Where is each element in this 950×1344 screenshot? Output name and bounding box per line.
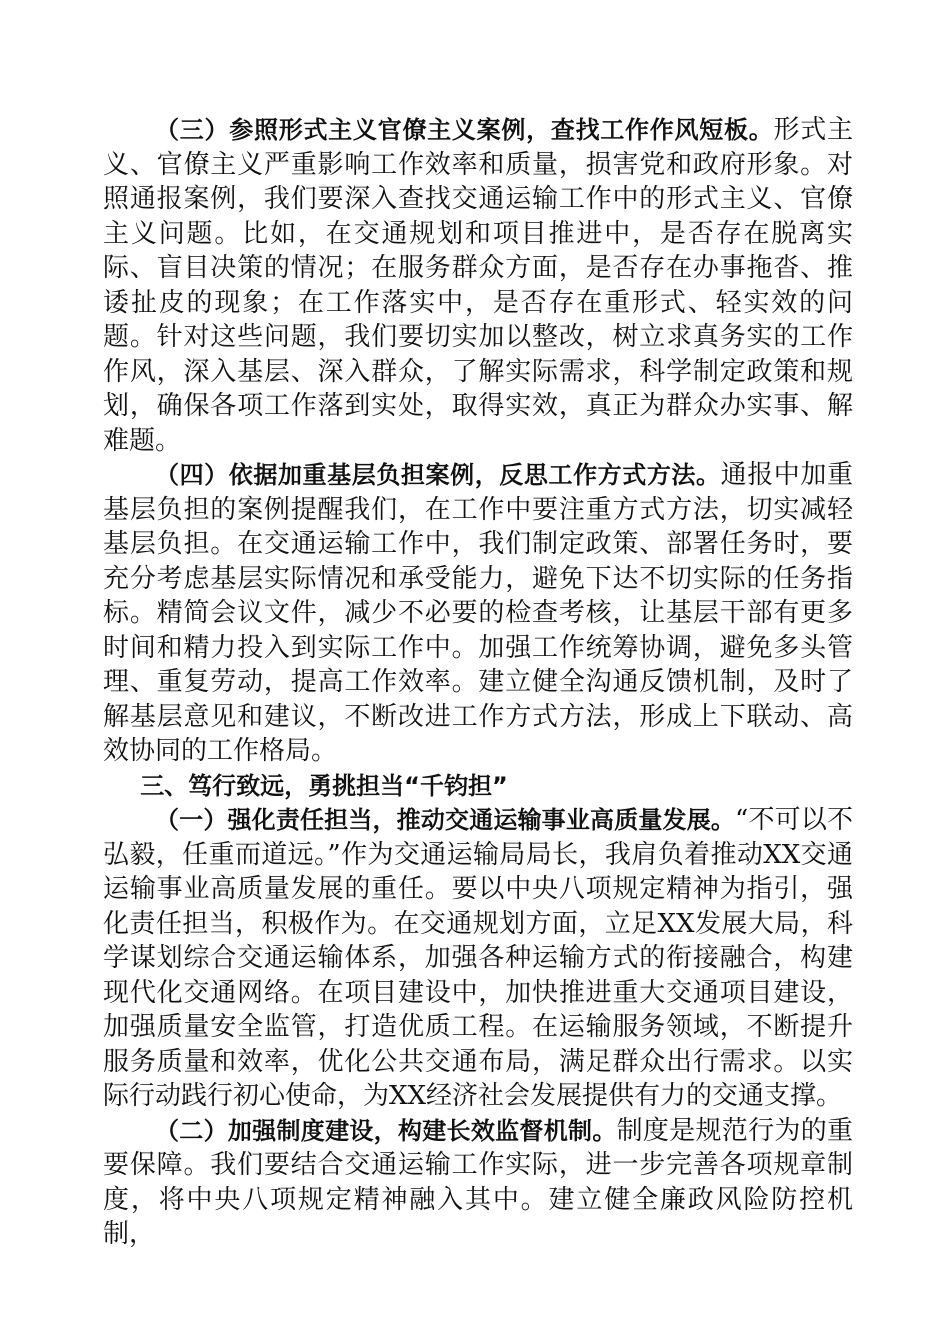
paragraph-lead: （二）加强制度建设，构建长效监督机制。 bbox=[155, 1116, 617, 1145]
section-heading: 三、笃行致远，勇挑担当“千钧担” bbox=[140, 771, 508, 800]
paragraph-lead: （三）参照形式主义官僚主义案例，查找工作作风短板。 bbox=[155, 116, 774, 144]
paragraph-one bbox=[103, 803, 853, 1114]
paragraph-lead: （一）强化责任担当，推动交通运输事业高质量发展。 bbox=[155, 806, 736, 834]
paragraph-body: “不可以不弘毅，任重而道远。”作为交通运输局局长，我肩负着推动XX交通运输事业高质量发展的重任。要以中央八项规定精神为指引，强化责任担当，积极作为。在交通规划方面，立足XX发展大局，科学谋划综合交通运输体系，加强各种运输方式的衔接融合，构建现代化交通网络。在项目建设中，加快推进重大交通项目建设，加强质量安全监管，打造优质工程。在运输服务领域，不断提升服务质量和效率，优化公共交通布局，满足群众出行需求。以实际行动践行初心使命，为XX经济社会发展提供有力的交通支撑。 bbox=[103, 805, 853, 1111]
paragraph-body: 制度是规范行为的重要保障。我们要结合交通运输工作实际，进一步完善各项规章制度，将中央八项规定精神融入其中。建立健全廉政风险防控机制， bbox=[103, 1115, 853, 1249]
paragraph-four bbox=[103, 458, 853, 769]
paragraph-two bbox=[103, 1114, 853, 1252]
document-page bbox=[103, 113, 853, 1252]
paragraph-body: 形式主义、官僚主义严重影响工作效率和质量，损害党和政府形象。对照通报案例，我们要深入查找交通运输工作中的形式主义、官僚主义问题。比如，在交通规划和项目推进中，是否存在脱离实际、盲目决策的情况；在服务群众方面，是否存在办事拖沓、推诿扯皮的现象；在工作落实中，是否存在重形式、轻实效的问题。针对这些问题，我们要切实加以整改，树立求真务实的工作作风，深入基层、深入群众，了解实际需求，科学制定政策和规划，确保各项工作落到实处，取得实效，真正为群众办实事、解难题。 bbox=[103, 115, 853, 456]
paragraph-lead: （四）依据加重基层负担案例，反思工作方式方法。 bbox=[155, 461, 721, 489]
paragraph-body: 通报中加重基层负担的案例提醒我们，在工作中要注重方式方法，切实减轻基层负担。在交通运输工作中，我们制定政策、部署任务时，要充分考虑基层实际情况和承受能力，避免下达不切实际的任务指标。精简会议文件，减少不必要的检查考核，让基层干部有更多时间和精力投入到实际工作中。加强工作统筹协调，避免多头管理、重复劳动，提高工作效率。建立健全沟通反馈机制，及时了解基层意见和建议，不断改进工作方式方法，形成上下联动、高效协同的工作格局。 bbox=[103, 460, 853, 766]
paragraph-three bbox=[103, 113, 853, 458]
